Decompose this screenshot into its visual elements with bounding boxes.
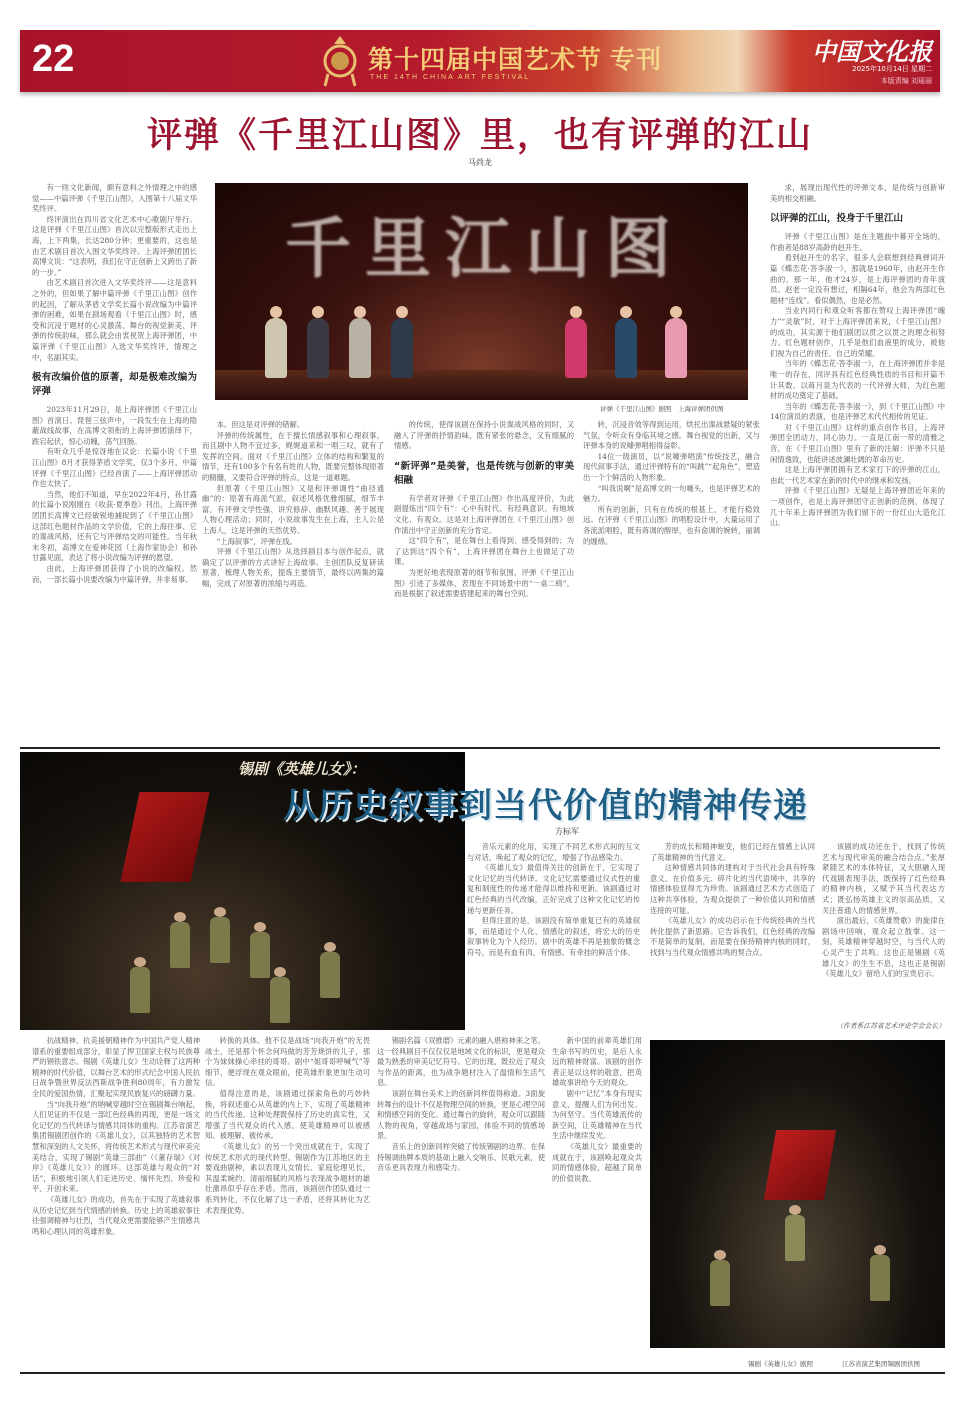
article1-column-1 — [32, 183, 197, 743]
subheading: “新评弹”是美誉，也是传统与创新的审美相融 — [394, 460, 574, 486]
paragraph: “上海叙事”，评弹在线。 — [216, 536, 298, 546]
festival-name: 第十四届中国艺术节 — [368, 45, 603, 74]
article2-column-1 — [467, 842, 640, 1030]
paragraph: 所有的创新，只有在传统的根基上，才能行稳致远。在评弹《千里江山图》的唱腔设计中，大量运用了各流派唱腔，既有蒋调的醇厚，也有俞调的婉转，丽调的缠绵。 — [583, 504, 760, 546]
performer — [870, 1255, 890, 1301]
article2-column-5 — [205, 1036, 370, 1370]
paragraph: 但得注意的是，该剧没有简单重复已有的英雄叙事，而是通过个人化、情感化的叙述，将宏大的历史叙事转化为个人经历。剧中的英雄不再是抽象的概念符号，而是有血有肉、有情感、有牵挂的鲜活个体。 — [467, 916, 640, 957]
article2-photo-credit: 江苏省演艺集团锡剧团供图 — [842, 1360, 920, 1368]
paragraph: 由此，上海评弹团获得了小说的改编权。然而，一部长篇小说要改编为中篇评弹，并非易事。 — [32, 564, 197, 584]
page-number: 22 — [32, 38, 75, 80]
paragraph: 《英雄儿女》最值得关注的创新在于，它实现了文化记忆的当代转译。文化记忆需要通过仪式性的重复和制度性的传递才能得以维持和更新。该剧通过对红色经典的当代改编，正好完成了这种文化记忆的传递与更新任务。 — [467, 863, 640, 915]
paragraph: 《英雄儿女》的另一个突出成就在于，实现了传统艺术形式的现代转型。锡剧作为江苏地区的主要戏曲剧种，素以表现儿女情长、家庭伦理见长，其温柔婉约、清丽细腻的风格与表现战争题材的雄壮激昂似乎存在矛盾。然而，该剧创作团队通过一系列转化，不仅化解了这一矛盾，还将其转化为艺术表现优势。 — [205, 1141, 370, 1215]
festival-english-name: THE 14TH CHINA ART FESTIVAL — [370, 74, 531, 81]
paragraph: 转换的具体。他不仅是战场“向我开炮”的无畏战士，还是那个怀念何玛做的芳芳烧饼的儿子，那个为妹妹操心牵挂的哥哥。剧中“姐哥哥呼喊气”等细节，便浮现在观众眼前，使英雄形象更加生动可信。 — [205, 1036, 370, 1088]
paragraph: 本。但这是对评弹的错解。 — [216, 420, 305, 429]
performer — [210, 917, 230, 963]
article1-headline: 评弹《千里江山图》里，也有评弹的江山 — [146, 116, 813, 156]
performer — [130, 967, 150, 1013]
article2-byline: 方标军 — [555, 827, 579, 836]
masthead-banner — [20, 30, 940, 92]
subheading: 极有改编价值的原著，却是极难改编为评弹 — [32, 372, 197, 398]
paragraph: 当年的《蝶恋花·答李淑一》，在上海评弹团并非是唯一的存在，同评具有红色经典性质的书目和开篇不计其数。以蒋月泉为代表的一代评弹大师，为红色题材的成功奠定了基础。 — [770, 359, 945, 401]
article2-column-3 — [822, 842, 945, 1022]
paragraph: 新中国的前辈英雄们用生命书写的历史，是后人永远的精神财富。该剧的创作者正是以这样的敬意，把英雄故事讲给今天的观众。 — [552, 1036, 642, 1088]
issue-date: 2025年10月14日 星期二 — [852, 65, 932, 73]
paragraph: 14位一级演员，以“说噱弹唱演”传统技艺，融合现代叙事手法，通过评弹特有的“叫跳”“起角色”，塑造出一个个鲜活的人物形象。 — [583, 451, 760, 482]
performer — [785, 1215, 805, 1261]
article2-column-4 — [32, 1036, 200, 1370]
paragraph: 2023年11月29日，是上海评弹团《千里江山图》首演日。琵琶三弦声中，一段发生在上海的隐蔽战线故事，在高博文领衔的上海评弹团演绎下，跌宕起伏，惊心动魄，荡气回肠。 — [32, 405, 197, 446]
paragraph: 该剧在舞台美术上的创新同样值得称道。3面旋转舞台的设计不仅是物理空间的转换，更是心理空间和情感空间的变化。通过舞台的旋转，观众可以跟随人物的视角，穿越战场与家园，体验不同的情感场景。 — [377, 1088, 545, 1141]
author-note: （作者系江苏省艺术评论学会会长） — [836, 1022, 945, 1030]
paragraph: 值得注意的是，该剧通过探索角色的巧妙转换，将叙述重心从英雄的内上下，实现了英雄精神的当代传递。这种处理既保持了历史的真实性，又增强了当代观众的代入感，使英雄精神可以被感知、被理解、被传承。 — [205, 1088, 370, 1141]
paragraph: 当业内同行和观众听客都在赞叹上海评弹团“魄力”“灵敏”时，对于上海评弹团来说，《千里江山图》的成功，其实源于他们剧团以贯之以贯之的理念和努力。红色题材创作，几乎是他们血液里的成分，被他们视为自己的责任、自己的荣耀。 — [770, 306, 945, 358]
festival-emblem-icon — [320, 34, 360, 88]
article2-photo-caption: 锡剧《英雄儿女》剧照 — [748, 1360, 813, 1368]
paragraph: 《英雄儿女》的成功启示在于传统经典的当代转化提供了新思路。它告诉我们，红色经典的改编不是简单的复制，而是要在保持精神内核的同时，找到与当代观众情感共鸣的契合点。 — [650, 916, 815, 957]
article1-column-3 — [394, 420, 574, 745]
paragraph: 评弹《千里江山图》无疑是上海评弹团近年来的一项创作，也是上海评弹团守正创新的范例，体现了几十年来上海评弹团为我们留下的一份红山大造化江山。 — [770, 486, 945, 528]
paragraph: 终评演出在四川省文化艺术中心歌剧厅举行。这是评弹《千里江山图》首次以完整版形式走出上海，上下两集，长达280分钟；更重要的，这也是由艺术剧目首次入围文华奖终评。上海评弹团团长高博文说：“这表明，我们在守正创新上又跨出了新的一步。” — [32, 214, 197, 277]
paragraph: 有学者对评弹《千里江山图》作出高度评价，为此剧提炼出“四个有”：心中有时代、有经典意识、有地域文化、有观众。这是对上海评弹团在《千里江山图》创作演出中守正创新的充分肯定。 — [394, 493, 574, 535]
paragraph: 评弹的传统属性，在于擅长情感叙事和心理叙事，而且剧中人物不宜过多，娓娓道来和一唱三叹，就有了发挥的空间。面对《千里江山图》立体的结构和繁复的情节，还有100多个有名有姓的人物，既要完整体现原著的精髓，又要符合评弹的特点，这是一道难题。 — [202, 430, 384, 482]
performer — [391, 318, 413, 378]
paragraph: 剧中“记忆”本身有现实意义，提醒人们为何出发、为何坚守。当代英雄流传的新空间，让英雄精神在当代生活中继续发光。 — [552, 1088, 642, 1141]
paragraph: 转，沉浸音效等得到运用，烘托出谍战悬疑的紧张气氛，令听众有身临其境之感。舞台视觉的出新，又与评弹本身的说噱弹唱相得益彰。 — [583, 420, 760, 451]
paragraph: 有一则文化新闻，颇有意料之外情理之中的感觉——中篇评弹《千里江山图》，入围第十八届文华奖终评。 — [32, 183, 197, 214]
paragraph: 对《千里江山图》这样的重点创作书目，上海评弹团全团动力，同心协力。一直是江南一带的清雅之音，在《千里江山图》里有了新的注解：评弹不只是闲情逸致，也能讲述波澜壮阔的革命历史。 — [770, 422, 945, 464]
paragraph: 锡剧名篇《双推磨》元素的融入堪称神来之笔。这一经典剧目不仅仅仅是地域文化的标识，更是观众最为熟悉的审美记忆符号。它的出现，既拉近了观众与作品的距离，也为战争题材注入了温情和生活气息。 — [377, 1036, 545, 1088]
paragraph: 为更好地表现原著的细节和氛围，评弹《千里江山图》引进了多媒体，表现在不同场景中的“一桌二椅”，而是根据了叙述需要搭建起来的舞台空间。 — [394, 567, 574, 599]
article2-kicker: 锡剧《英雄儿女》： — [238, 760, 366, 778]
paragraph: 看到赵开生的名字，很多人会联想到经典弹词开篇《蝶恋花·答李淑一》，那就是1960年，由赵开生作曲的。那一年，他才24岁，是上海评弹团的青年演员。赵老一定没有想过，相隔64年，他会为两部红色题材“连线”。看似偶然，也是必然。 — [770, 253, 945, 305]
paragraph: 但原著《千里江山图》又是和评弹调性“曲径通幽”的：原著有海派气派，叙述风格优雅细腻，细节丰富，有评弹文学性强、讲究修辞、幽默风趣、善于展现人物心理活动；同时，小说故事发生在上海，主人公是上海人，这是评弹的天然优势。 — [202, 483, 384, 535]
performer — [265, 318, 287, 378]
paragraph: “叫我说啊”是高博文的一句噱头，也是评弹艺术的魅力。 — [583, 483, 760, 504]
paragraph: 抗战精神、抗美援朝精神作为中国共产党人精神谱系的重要组成部分，彰显了捍卫国家主权与民族尊严的钢铁意志。锡剧《英雄儿女》生动诠释了这两种精神的时代价值，以舞台艺术的形式纪念中国人民抗日战争暨世界反法西斯战争胜利80周年，有力激发全民的爱国热情，汇聚起实现民族复兴的磅礴力量。 — [32, 1036, 200, 1098]
paragraph: 当“向我开炮”的呐喊穿越时空在锡剧舞台响起，人们见证的不仅是一部红色经典的再现，更是一场文化记忆的当代转译与情感共同体的重构。江苏省演艺集团锡剧团创作的《英雄儿女》，以其独特的艺术智慧和深刻的人文关怀，将传统艺术形式与现代审美完美结合，实现了锡剧“英雄三部曲”（《董存瑞》《对岸》《英雄儿女》）的圆环。这部英雄与观众的“对话”，积极地引领人们走进历史、缅怀先烈、珍爱和平、开创未来。 — [32, 1099, 200, 1194]
article2-column-7 — [552, 1036, 642, 1370]
newspaper-name: 中国文化报 — [812, 37, 932, 66]
paragraph: 求，展现出现代性的评弹文本，是传统与创新审美的相交相融。 — [770, 183, 945, 203]
article1-byline: 马尚龙 — [468, 158, 492, 167]
paragraph: 《英雄儿女》最重要的成就在于，该剧唤起观众共同的情感体验，超越了简单的价值说教。 — [552, 1141, 642, 1183]
article1-column-5 — [770, 183, 945, 743]
red-flag — [764, 1130, 836, 1200]
article1-photo-caption: 评弹《千里江山图》剧照 上海评弹团供图 — [600, 405, 724, 413]
festival-title — [368, 40, 662, 76]
performer — [710, 1260, 730, 1306]
paragraph: 当年的《蝶恋花·答李淑一》，到《千里江山图》中14位演员的表演，也是评弹艺术代代相传的见证。 — [770, 401, 945, 422]
page-editor: 本版责编 刘瑶丽 — [880, 77, 932, 85]
article2-headline: 从历史叙事到当代价值的精神传递 — [283, 786, 808, 826]
paragraph: 评弹《千里江山图》从选择剧目本与创作起点，就确定了以评弹的方式讲好上海故事。主创团队反复研读原著，梳理人物关系，提炼主要情节，最终以两集的篇幅，完成了对原著的浓缩与再造。 — [202, 547, 384, 588]
special-edition-label: 专刊 — [610, 45, 663, 74]
subheading: 以评弹的江山，投身于千里江山 — [770, 213, 904, 225]
paragraph: 这是上海评弹团拥有艺术家打下的评弹的江山，由此一代艺术家在新的时代中的继承和发扬。 — [770, 465, 945, 485]
article1-stage-photo — [215, 183, 748, 400]
photo-stage-lettering: 千里江山图 — [285, 209, 685, 287]
paragraph: 这“四个有”，是在舞台上看得到、感受得到的；为了达到这“四个有”，上海评弹团在舞台上也做足了功课。 — [394, 536, 574, 567]
article2-column-2 — [650, 842, 815, 1030]
performer — [320, 952, 340, 998]
paragraph: 评弹《千里江山图》是在主题曲中幕开全场的，作曲者是88岁高龄的赵开生。 — [770, 232, 945, 252]
paragraph: 音乐元素的化用，实现了不同艺术形式间的互文与对话，唤起了观众的记忆，增强了作品感染力。 — [467, 842, 640, 862]
performer — [665, 318, 687, 378]
paragraph: 由艺术剧目首次进入文华奖终评——这是意料之外的，但如果了解中篇评弹《千里江山图》创作的起因，了解从茅盾文学奖长篇小说改编为中篇评弹的困难，如果在剧场观看《千里江山图》时，感受和沉浸于题材的心灵激荡、舞台的视觉新美、评弹的传统韵味，那么就会由衷祝贺上海评弹团，中篇评弹《千里江山图》入选文华奖终评，情理之中，名副其实。 — [32, 278, 197, 362]
performer — [307, 318, 329, 378]
paragraph: 音乐上的创新同样突破了传统锡剧的边界。在保持锡调曲牌本质的基础上融入交响乐、民歌元素，使音乐更具表现力和感染力。 — [377, 1141, 545, 1173]
performer — [615, 318, 637, 378]
red-flag — [120, 792, 209, 882]
paragraph: 有听众几乎是惊讶地在议论：长篇小说《千里江山图》8月才获得茅盾文学奖，仅3个多月，中篇评弹《千里江山图》已经首演了——上海评弹团动作也太快了。 — [32, 447, 197, 489]
performer — [250, 932, 270, 978]
paragraph: 该剧的成功还在于，找到了传统艺术与现代审美的融合结合点。”张厚紧随艺术的本体特征，又大胆融入现代戏剧表现手法，既保持了红色经典的精神内核，又赋予其当代表达方式；既弘扬英雄主义的崇高品质，又关注普通人的情感世界。 — [822, 842, 945, 915]
paragraph: 演出最后，《英雄赞歌》的旋律在剧场中回响，观众起立鼓掌。这一刻，英雄精神穿越时空，与当代人的心灵产生了共鸣。这也正是锡剧《英雄儿女》的生生不息，这也正是锡剧《英雄儿女》留给人们的宝贵启示。 — [822, 916, 945, 979]
paragraph: 《英雄儿女》的成功，首先在于实现了英雄叙事从历史记忆到当代情感的转换。历史上的英雄叙事往往强调精神与壮烈，当代观众更需要能够产生情感共鸣和心理认同的英雄形象。 — [32, 1194, 200, 1236]
section-divider — [20, 747, 940, 749]
paragraph: 芳的成长和精神蜕变，他们已经在情感上认同了英雄精神的当代意义。 — [650, 842, 815, 862]
performer — [349, 318, 371, 378]
article2-column-6 — [377, 1036, 545, 1370]
performer — [270, 977, 290, 1023]
paragraph: 当然，他们不知道，早在2022年4月，孙甘露的长篇小说刚刚在《收获·夏季卷》刊出，上海评弹团团长高博文已经敏锐地捕捉到了《千里江山图》这部红色题材作品的文学价值，它的上海往事、它的谍战风格，还有它与评弹结交的可能性。当年秋末冬初，高博文在爱神花园（上海作家协会）和孙甘露见面，表达了将小说改编为评弹的愿望。 — [32, 489, 197, 563]
bottom-rule — [20, 1372, 945, 1374]
article1-column-2 — [202, 420, 384, 745]
paragraph: 的传统，使得该剧在保持小说谍战风格的同时，又融入了评弹的抒情韵味，既有紧张的悬念，又有细腻的情感。 — [394, 420, 574, 451]
performer — [170, 922, 190, 968]
article1-column-4 — [583, 420, 760, 745]
performer — [565, 318, 587, 378]
article2-second-photo — [650, 1040, 945, 1348]
paragraph: 这种情感共同体的建构对于当代社会具有特殊意义。在价值多元、碎片化的当代语境中，共享的情感体验显得尤为珍贵。该剧通过艺术方式创造了这种共享体验，为观众提供了一种价值认同和情感连接的可能。 — [650, 863, 815, 915]
